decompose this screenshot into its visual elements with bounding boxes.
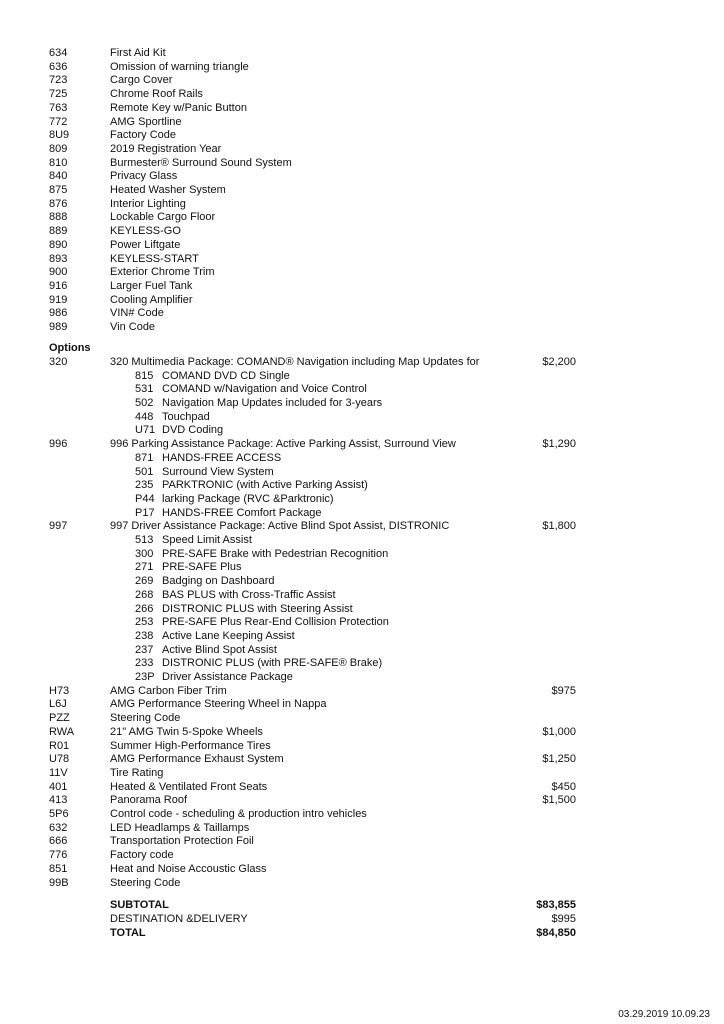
option-description: Tire Rating bbox=[110, 766, 164, 779]
code-row bbox=[0, 183, 724, 197]
option-description: AMG Performance Steering Wheel in Nappa bbox=[110, 698, 327, 711]
item-code: 876 bbox=[49, 197, 68, 210]
option-price: $1,250 bbox=[542, 753, 576, 766]
sub-option-row bbox=[0, 656, 724, 670]
sub-option-description: Surround View System bbox=[162, 465, 274, 478]
item-code: 636 bbox=[49, 60, 68, 73]
code-row bbox=[0, 252, 724, 266]
option-row bbox=[0, 793, 724, 807]
option-price: $450 bbox=[551, 780, 576, 793]
code-row bbox=[0, 279, 724, 293]
sub-option-row bbox=[0, 602, 724, 616]
item-description: VIN# Code bbox=[110, 307, 164, 320]
sub-option-description: Badging on Dashboard bbox=[162, 575, 275, 588]
option-description: Panorama Roof bbox=[110, 794, 188, 807]
sub-option-code: 237 bbox=[135, 643, 154, 656]
option-row bbox=[0, 766, 724, 780]
options-heading-label: Options bbox=[49, 342, 91, 355]
sub-option-code: 253 bbox=[135, 616, 154, 629]
option-description: 997 Driver Assistance Package: Active Blind Spot Assist, DISTRONIC bbox=[110, 520, 450, 533]
option-code: 320 bbox=[49, 355, 68, 368]
option-description: 21" AMG Twin 5-Spoke Wheels bbox=[110, 725, 263, 738]
item-description: 2019 Registration Year bbox=[110, 142, 222, 155]
code-row bbox=[0, 46, 724, 60]
option-price: $1,800 bbox=[542, 520, 576, 533]
item-code: 763 bbox=[49, 101, 68, 114]
sub-option-row bbox=[0, 369, 724, 383]
option-code: U78 bbox=[49, 753, 70, 766]
item-description: Chrome Roof Rails bbox=[110, 88, 203, 101]
option-code: 401 bbox=[49, 780, 68, 793]
sub-option-code: 502 bbox=[135, 397, 154, 410]
sub-option-row bbox=[0, 615, 724, 629]
item-description: KEYLESS-GO bbox=[110, 225, 181, 238]
option-description: LED Headlamps & Taillamps bbox=[110, 821, 250, 834]
sub-option-row bbox=[0, 643, 724, 657]
item-code: 725 bbox=[49, 88, 68, 101]
option-code: RWA bbox=[49, 725, 75, 738]
option-code: 851 bbox=[49, 862, 68, 875]
option-row bbox=[0, 780, 724, 794]
option-row bbox=[0, 684, 724, 698]
code-row bbox=[0, 169, 724, 183]
item-description: Cooling Amplifier bbox=[110, 293, 193, 306]
item-description: Remote Key w/Panic Button bbox=[110, 101, 247, 114]
item-description: Lockable Cargo Floor bbox=[110, 211, 216, 224]
option-code: 996 bbox=[49, 438, 68, 451]
sub-option-description: BAS PLUS with Cross-Traffic Assist bbox=[162, 588, 336, 601]
option-code: PZZ bbox=[49, 712, 70, 725]
option-price: $1,000 bbox=[542, 725, 576, 738]
option-row bbox=[0, 848, 724, 862]
item-description: Cargo Cover bbox=[110, 74, 173, 87]
code-row bbox=[0, 320, 724, 334]
option-row bbox=[0, 711, 724, 725]
sub-option-row bbox=[0, 547, 724, 561]
code-row bbox=[0, 87, 724, 101]
sub-option-description: larking Package (RVC &Parktronic) bbox=[162, 492, 334, 505]
code-row bbox=[0, 101, 724, 115]
sub-option-row bbox=[0, 478, 724, 492]
item-code: 893 bbox=[49, 252, 68, 265]
code-row bbox=[0, 224, 724, 238]
code-row bbox=[0, 73, 724, 87]
sub-option-code: 513 bbox=[135, 534, 154, 547]
code-row bbox=[0, 293, 724, 307]
option-description: AMG Performance Exhaust System bbox=[110, 753, 284, 766]
code-row bbox=[0, 306, 724, 320]
sub-option-row bbox=[0, 396, 724, 410]
sub-option-row bbox=[0, 451, 724, 465]
option-description: Summer High-Performance Tires bbox=[110, 739, 271, 752]
total-row bbox=[0, 926, 724, 940]
total-value: $995 bbox=[551, 912, 576, 925]
sub-option-description: PARKTRONIC (with Active Parking Assist) bbox=[162, 479, 368, 492]
item-description: Exterior Chrome Trim bbox=[110, 266, 215, 279]
sub-option-row bbox=[0, 588, 724, 602]
option-price: $2,200 bbox=[542, 355, 576, 368]
sub-option-code: 235 bbox=[135, 479, 154, 492]
total-value: $83,855 bbox=[536, 899, 576, 912]
sub-option-row bbox=[0, 382, 724, 396]
item-description: Power Liftgate bbox=[110, 238, 181, 251]
sub-option-description: DISTRONIC PLUS (with PRE-SAFE® Brake) bbox=[162, 657, 383, 670]
total-label: SUBTOTAL bbox=[110, 899, 169, 912]
item-code: 890 bbox=[49, 238, 68, 251]
code-row bbox=[0, 156, 724, 170]
sub-option-code: 501 bbox=[135, 465, 154, 478]
option-description: Heated & Ventilated Front Seats bbox=[110, 780, 268, 793]
sub-option-description: PRE-SAFE Brake with Pedestrian Recognition bbox=[162, 547, 389, 560]
option-description: Control code - scheduling & production intro vehicles bbox=[110, 808, 367, 821]
sub-option-description: PRE-SAFE Plus bbox=[162, 561, 242, 574]
item-description: Factory Code bbox=[110, 129, 177, 142]
item-code: 888 bbox=[49, 211, 68, 224]
option-code: R01 bbox=[49, 739, 70, 752]
code-row bbox=[0, 197, 724, 211]
item-code: 989 bbox=[49, 321, 68, 333]
item-code: 809 bbox=[49, 142, 68, 155]
sub-option-code: 871 bbox=[135, 451, 154, 464]
option-row bbox=[0, 807, 724, 821]
item-description: Interior Lighting bbox=[110, 197, 186, 210]
option-row bbox=[0, 862, 724, 876]
sub-option-row bbox=[0, 574, 724, 588]
sub-option-row bbox=[0, 423, 724, 437]
total-row bbox=[0, 912, 724, 926]
sub-option-row bbox=[0, 492, 724, 506]
option-code: 666 bbox=[49, 835, 68, 848]
item-description: Omission of warning triangle bbox=[110, 60, 249, 73]
item-description: KEYLESS-START bbox=[110, 252, 199, 265]
sub-option-row bbox=[0, 465, 724, 479]
option-code: 632 bbox=[49, 821, 68, 834]
sub-option-row bbox=[0, 410, 724, 424]
option-code: 997 bbox=[49, 520, 68, 533]
sub-option-row bbox=[0, 670, 724, 684]
option-description: Heat and Noise Accoustic Glass bbox=[110, 862, 267, 875]
item-code: 8U9 bbox=[49, 129, 70, 142]
sub-option-row bbox=[0, 629, 724, 643]
total-label: TOTAL bbox=[110, 926, 146, 939]
code-row bbox=[0, 142, 724, 156]
sub-option-row bbox=[0, 560, 724, 574]
options-heading bbox=[0, 341, 724, 355]
option-row bbox=[0, 355, 724, 369]
sub-option-code: 531 bbox=[135, 383, 154, 396]
item-code: 986 bbox=[49, 307, 68, 320]
sub-option-code: 266 bbox=[135, 602, 154, 615]
sub-option-description: PRE-SAFE Plus Rear-End Collision Protection bbox=[162, 616, 389, 629]
sub-option-description: HANDS-FREE Comfort Package bbox=[162, 506, 322, 519]
sub-option-row bbox=[0, 533, 724, 547]
option-price: $1,500 bbox=[542, 794, 576, 807]
code-row bbox=[0, 115, 724, 129]
sub-option-code: 269 bbox=[135, 575, 154, 588]
option-row bbox=[0, 725, 724, 739]
option-row bbox=[0, 752, 724, 766]
option-code: 413 bbox=[49, 794, 68, 807]
sub-option-code: P17 bbox=[135, 506, 155, 519]
option-description: 320 Multimedia Package: COMAND® Navigation including Map Updates for bbox=[110, 355, 480, 368]
item-code: 840 bbox=[49, 170, 68, 183]
sub-option-description: DISTRONIC PLUS with Steering Assist bbox=[162, 602, 353, 615]
print-timestamp: 03.29.2019 10.09.23 bbox=[618, 1009, 710, 1020]
option-description: Factory code bbox=[110, 849, 174, 862]
sub-option-description: COMAND DVD CD Single bbox=[162, 369, 290, 382]
option-code: H73 bbox=[49, 684, 70, 697]
option-row bbox=[0, 437, 724, 451]
sub-option-code: 815 bbox=[135, 369, 154, 382]
total-value: $84,850 bbox=[536, 926, 576, 939]
item-description: Larger Fuel Tank bbox=[110, 279, 193, 292]
item-code: 919 bbox=[49, 293, 68, 306]
item-code: 900 bbox=[49, 266, 68, 279]
item-code: 916 bbox=[49, 279, 68, 292]
option-price: $975 bbox=[551, 684, 576, 697]
sub-option-description: Navigation Map Updates included for 3-years bbox=[162, 397, 383, 410]
option-code: L6J bbox=[49, 698, 67, 711]
option-row bbox=[0, 739, 724, 753]
item-code: 810 bbox=[49, 156, 68, 169]
item-code: 634 bbox=[49, 47, 68, 59]
sub-option-code: 448 bbox=[135, 410, 154, 423]
option-code: 776 bbox=[49, 849, 68, 862]
option-price: $1,290 bbox=[542, 438, 576, 451]
sub-option-code: 300 bbox=[135, 547, 154, 560]
sub-option-code: P44 bbox=[135, 492, 155, 505]
item-code: 772 bbox=[49, 115, 68, 128]
option-row bbox=[0, 519, 724, 533]
option-code: 99B bbox=[49, 876, 69, 889]
code-row bbox=[0, 128, 724, 142]
option-code: 5P6 bbox=[49, 808, 69, 821]
item-code: 875 bbox=[49, 184, 68, 196]
sub-option-code: U71 bbox=[135, 424, 156, 437]
total-row bbox=[0, 898, 724, 912]
sub-option-description: COMAND w/Navigation and Voice Control bbox=[162, 383, 367, 396]
option-row bbox=[0, 834, 724, 848]
option-description: Steering Code bbox=[110, 876, 181, 889]
item-description: Vin Code bbox=[110, 321, 156, 333]
code-row bbox=[0, 60, 724, 74]
sub-option-description: Active Blind Spot Assist bbox=[162, 643, 277, 656]
option-description: Transportation Protection Foil bbox=[110, 835, 254, 848]
option-code: 11V bbox=[49, 766, 68, 779]
sub-option-code: 271 bbox=[135, 561, 154, 574]
code-row bbox=[0, 210, 724, 224]
item-description: Privacy Glass bbox=[110, 170, 178, 183]
item-description: AMG Sportline bbox=[110, 115, 182, 128]
sub-option-description: HANDS-FREE ACCESS bbox=[162, 451, 282, 464]
sub-option-code: 233 bbox=[135, 657, 154, 670]
item-description: Heated Washer System bbox=[110, 184, 226, 196]
option-row bbox=[0, 697, 724, 711]
item-code: 723 bbox=[49, 74, 68, 87]
sub-option-description: DVD Coding bbox=[162, 424, 224, 437]
sub-option-code: 268 bbox=[135, 588, 154, 601]
item-description: First Aid Kit bbox=[110, 47, 166, 59]
option-row bbox=[0, 876, 724, 890]
option-description: AMG Carbon Fiber Trim bbox=[110, 684, 227, 697]
sub-option-code: 238 bbox=[135, 629, 154, 642]
code-row bbox=[0, 265, 724, 279]
sub-option-description: Speed Limit Assist bbox=[162, 534, 252, 547]
option-description: Steering Code bbox=[110, 712, 181, 725]
sub-option-description: Touchpad bbox=[162, 410, 210, 423]
sub-option-code: 23P bbox=[135, 671, 155, 684]
sub-option-row bbox=[0, 506, 724, 520]
sub-option-description: Driver Assistance Package bbox=[162, 671, 293, 684]
code-row bbox=[0, 238, 724, 252]
option-row bbox=[0, 821, 724, 835]
item-description: Burmester® Surround Sound System bbox=[110, 156, 292, 169]
option-description: 996 Parking Assistance Package: Active Parking Assist, Surround View bbox=[110, 438, 456, 451]
item-code: 889 bbox=[49, 225, 68, 238]
total-label: DESTINATION &DELIVERY bbox=[110, 912, 248, 925]
sub-option-description: Active Lane Keeping Assist bbox=[162, 629, 295, 642]
